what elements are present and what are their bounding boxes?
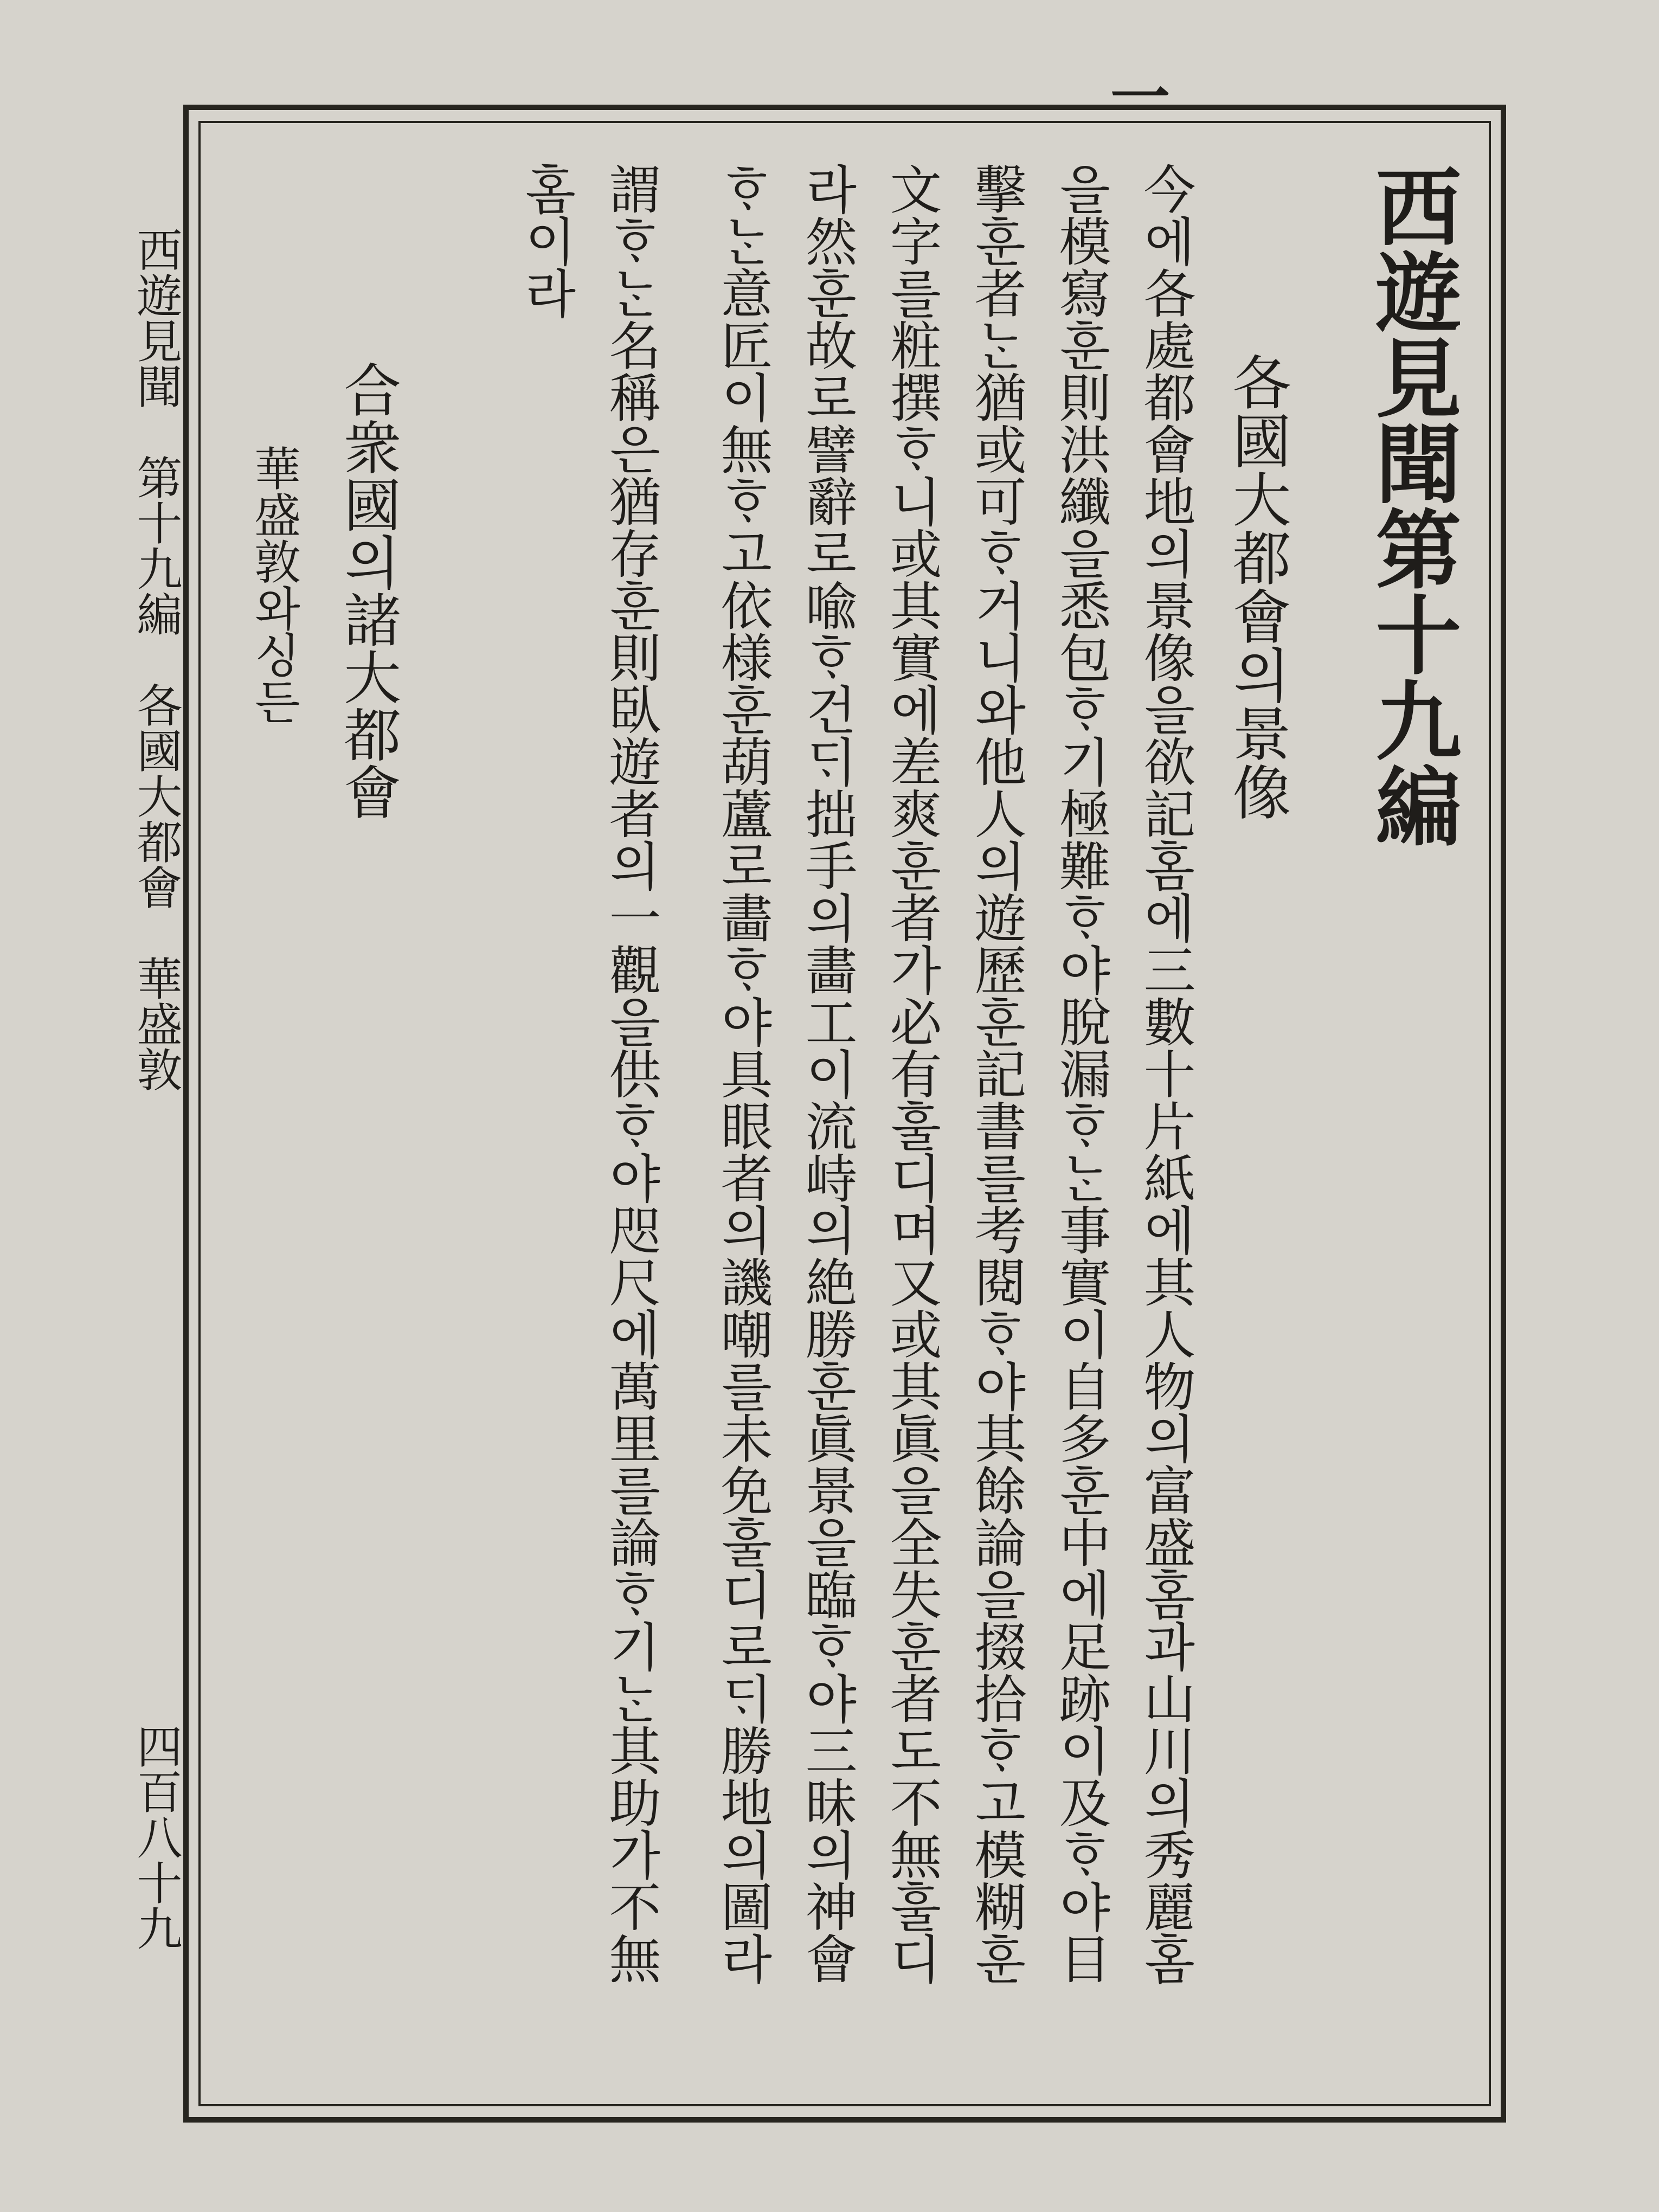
body-column: 謂ᄒᆞᄂᆞᆫ名稱은猶存훈則臥遊者의一觀을供ᄒᆞ야咫尺에萬里를論ᄒᆞ기ᄂᆞᆫ其助가不無 xyxy=(601,163,661,1984)
body-column: 라然훈故로譬辭로喩ᄒᆞ건ᄃᆡ拙手의畵工이流峙의絶勝훈眞景을臨ᄒᆞ야三昧의神會 xyxy=(797,163,858,1984)
chapter-heading: 合衆國의諸大都會 xyxy=(335,361,401,820)
margin-page-number: 四百八十九 xyxy=(130,1723,183,1951)
page-number-top: 一 xyxy=(1110,62,1170,132)
body-column: 今에各處都會地의景像을欲記홈에三數十片紙에其人物의富盛홈과山川의秀麗홈 xyxy=(1135,163,1196,1984)
body-column: 홈이라 xyxy=(516,163,577,319)
section-heading: 各國大都會의景像 xyxy=(1223,352,1290,821)
body-column: 擊훈者ᄂᆞᆫ猶或可ᄒᆞ거니와他人의遊歷훈記書를考閱ᄒᆞ야其餘論을掇拾ᄒᆞ고模糊훈 xyxy=(966,163,1027,1984)
body-column: 文字를粧撰ᄒᆞ니或其實에差爽훈者가必有훌디며又或其眞을全失훈者도不無훌디 xyxy=(882,163,942,1984)
book-title: 西遊見聞第十九編 xyxy=(1361,163,1462,848)
body-column: 을模寫훈則洪纖을悉包ᄒᆞ기極難ᄒᆞ야脫漏ᄒᆞᄂᆞᆫ事實이自多훈中에足跡이及ᄒᆞ야目 xyxy=(1051,163,1111,1984)
margin-running-head: 西遊見聞 第十九編 各國大都會 華盛敦 xyxy=(130,227,183,1092)
body-column: ᄒᆞᄂᆞᆫ意匠이無ᄒᆞ고依様훈葫蘆로畵ᄒᆞ야具眼者의譏嘲를未免훌디로ᄃᆡ勝地의圖라 xyxy=(712,163,773,1984)
chapter-subheading: 華盛敦와싱든 xyxy=(246,445,300,724)
